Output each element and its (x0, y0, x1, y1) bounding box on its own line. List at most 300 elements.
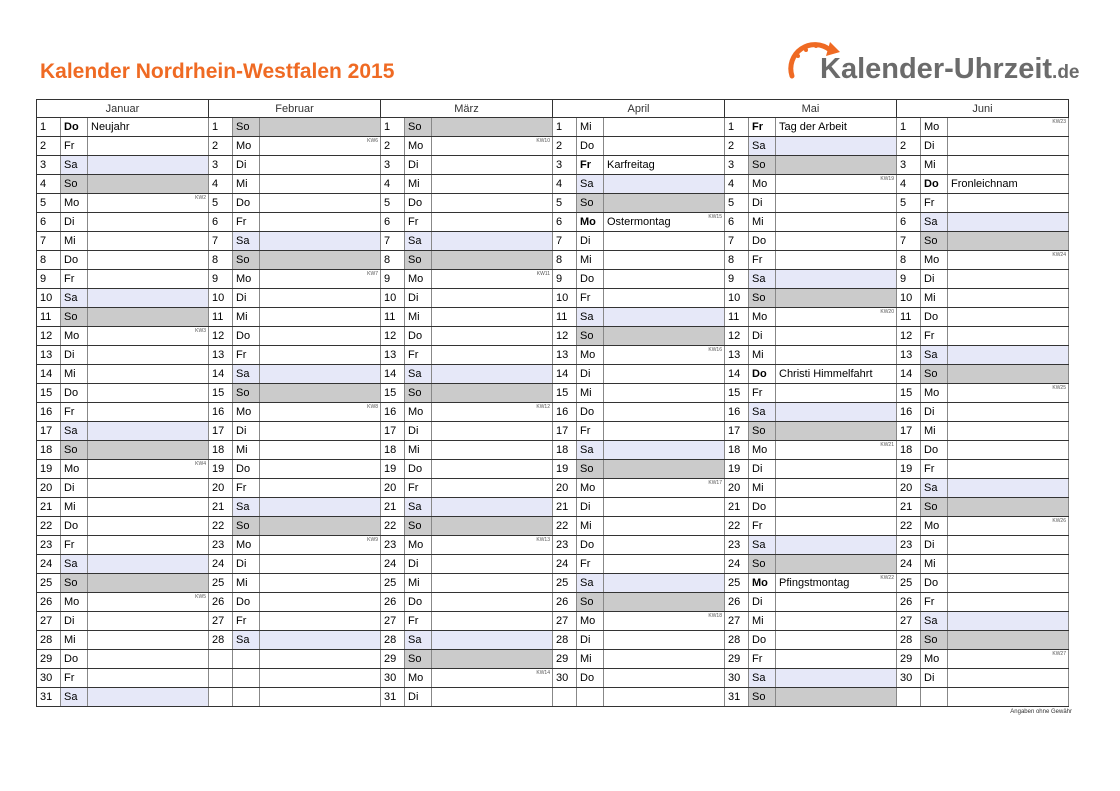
day-number: 19 (209, 460, 233, 479)
weekday: So (61, 574, 88, 593)
day-note (604, 137, 725, 156)
day-note (260, 441, 381, 460)
empty-cell (260, 650, 381, 669)
day-number: 11 (897, 308, 921, 327)
weekday: Fr (749, 517, 776, 536)
weekday: So (749, 422, 776, 441)
day-number: 25 (381, 574, 405, 593)
day-note (604, 270, 725, 289)
weekday: Mo (405, 137, 432, 156)
day-note (776, 270, 897, 289)
day-note (260, 384, 381, 403)
day-note (432, 688, 553, 707)
day-note (432, 213, 553, 232)
day-note (776, 327, 897, 346)
day-note (260, 460, 381, 479)
day-number: 26 (381, 593, 405, 612)
day-note (776, 498, 897, 517)
weekday: Sa (61, 289, 88, 308)
day-note (776, 156, 897, 175)
weekday: Do (577, 270, 604, 289)
day-note (604, 213, 725, 232)
site-logo[interactable] (786, 36, 1080, 92)
table-row (37, 251, 1069, 270)
day-note (432, 156, 553, 175)
day-number: 13 (381, 346, 405, 365)
day-note (604, 479, 725, 498)
weekday: Di (233, 156, 260, 175)
weekday: Mo (577, 479, 604, 498)
month-header-3: April (553, 100, 725, 118)
page-title: Kalender Nordrhein-Westfalen 2015 (40, 60, 395, 83)
weekday: Fr (233, 612, 260, 631)
day-note (432, 555, 553, 574)
day-note (948, 137, 1069, 156)
day-number: 10 (209, 289, 233, 308)
day-number: 3 (209, 156, 233, 175)
day-note (88, 213, 209, 232)
day-note (948, 574, 1069, 593)
day-note (260, 555, 381, 574)
day-number: 15 (553, 384, 577, 403)
day-number: 2 (725, 137, 749, 156)
table-row (37, 365, 1069, 384)
empty-cell (209, 669, 233, 688)
weekday: Mi (233, 308, 260, 327)
day-note (432, 327, 553, 346)
day-number: 19 (381, 460, 405, 479)
weekday: Di (577, 232, 604, 251)
day-note (776, 365, 897, 384)
day-note (604, 289, 725, 308)
weekday: Mi (749, 612, 776, 631)
week-number: KW20 (880, 309, 894, 315)
weekday: So (577, 460, 604, 479)
day-note (88, 479, 209, 498)
day-number: 20 (209, 479, 233, 498)
day-number: 22 (553, 517, 577, 536)
day-note (604, 631, 725, 650)
day-note (432, 137, 553, 156)
table-row (37, 593, 1069, 612)
day-number: 23 (725, 536, 749, 555)
weekday: Fr (921, 593, 948, 612)
day-number: 4 (209, 175, 233, 194)
table-row (37, 479, 1069, 498)
day-number: 14 (381, 365, 405, 384)
weekday: Mo (921, 251, 948, 270)
day-number: 30 (381, 669, 405, 688)
day-number: 23 (381, 536, 405, 555)
day-note (432, 194, 553, 213)
day-note (948, 232, 1069, 251)
day-note (88, 156, 209, 175)
day-note (604, 422, 725, 441)
day-number: 7 (725, 232, 749, 251)
day-number: 9 (553, 270, 577, 289)
weekday: Mi (233, 175, 260, 194)
day-number: 17 (37, 422, 61, 441)
day-number: 5 (725, 194, 749, 213)
weekday: Fr (921, 194, 948, 213)
day-number: 15 (209, 384, 233, 403)
weekday: So (405, 251, 432, 270)
empty-cell (948, 688, 1069, 707)
day-note (88, 422, 209, 441)
day-note (604, 232, 725, 251)
day-note (948, 251, 1069, 270)
day-note (776, 308, 897, 327)
weekday: Do (921, 441, 948, 460)
weekday: Di (921, 270, 948, 289)
weekday: Mo (577, 612, 604, 631)
week-number: KW9 (367, 537, 378, 543)
day-note (88, 688, 209, 707)
day-number: 1 (37, 118, 61, 137)
weekday: Mi (749, 213, 776, 232)
day-number: 2 (37, 137, 61, 156)
weekday: Sa (577, 175, 604, 194)
day-note (432, 270, 553, 289)
weekday: Fr (749, 118, 776, 137)
day-number: 4 (37, 175, 61, 194)
day-note (432, 308, 553, 327)
empty-cell (577, 688, 604, 707)
day-number: 15 (725, 384, 749, 403)
weekday: Mo (405, 536, 432, 555)
day-number: 10 (37, 289, 61, 308)
day-note (776, 536, 897, 555)
empty-cell (209, 688, 233, 707)
day-note (604, 403, 725, 422)
day-note (260, 365, 381, 384)
weekday: Do (61, 118, 88, 137)
month-header-0: Januar (37, 100, 209, 118)
weekday: Do (577, 137, 604, 156)
day-number: 21 (897, 498, 921, 517)
day-note (88, 327, 209, 346)
day-note (260, 213, 381, 232)
weekday: So (921, 498, 948, 517)
weekday: So (749, 289, 776, 308)
day-note (88, 403, 209, 422)
weekday: Do (749, 631, 776, 650)
day-note (88, 669, 209, 688)
day-number: 16 (897, 403, 921, 422)
weekday: Mo (405, 270, 432, 289)
weekday: So (405, 517, 432, 536)
table-row (37, 650, 1069, 669)
day-number: 20 (381, 479, 405, 498)
day-number: 5 (381, 194, 405, 213)
week-number: KW18 (708, 613, 722, 619)
weekday: Di (233, 289, 260, 308)
weekday: So (61, 441, 88, 460)
day-note (260, 422, 381, 441)
day-note (776, 555, 897, 574)
weekday: So (233, 384, 260, 403)
table-row (37, 156, 1069, 175)
day-note (948, 308, 1069, 327)
week-number: KW25 (1052, 385, 1066, 391)
week-number: KW6 (367, 138, 378, 144)
day-note (776, 479, 897, 498)
weekday: Mo (405, 403, 432, 422)
day-number: 18 (725, 441, 749, 460)
week-number: KW4 (195, 461, 206, 467)
weekday: Fr (61, 403, 88, 422)
week-number: KW8 (367, 404, 378, 410)
weekday: Sa (405, 232, 432, 251)
weekday: Mo (749, 308, 776, 327)
weekday: Fr (233, 479, 260, 498)
weekday: Sa (61, 156, 88, 175)
day-number: 23 (553, 536, 577, 555)
week-number: KW24 (1052, 252, 1066, 258)
day-number: 24 (37, 555, 61, 574)
weekday: Di (405, 688, 432, 707)
week-number: KW27 (1052, 651, 1066, 657)
table-row (37, 669, 1069, 688)
weekday: Sa (921, 213, 948, 232)
day-note (948, 346, 1069, 365)
week-number: KW21 (880, 442, 894, 448)
day-number: 28 (37, 631, 61, 650)
day-note (604, 517, 725, 536)
table-row (37, 327, 1069, 346)
day-note (88, 650, 209, 669)
weekday: Di (749, 194, 776, 213)
week-number: KW26 (1052, 518, 1066, 524)
day-number: 29 (553, 650, 577, 669)
day-number: 5 (37, 194, 61, 213)
month-header-2: März (381, 100, 553, 118)
day-note (260, 308, 381, 327)
day-number: 3 (37, 156, 61, 175)
day-number: 25 (37, 574, 61, 593)
day-note (260, 498, 381, 517)
day-note (948, 194, 1069, 213)
weekday: Mo (61, 194, 88, 213)
day-number: 18 (381, 441, 405, 460)
day-note (260, 289, 381, 308)
table-row (37, 213, 1069, 232)
day-note (948, 213, 1069, 232)
day-number: 3 (553, 156, 577, 175)
day-note (88, 308, 209, 327)
weekday: Do (577, 403, 604, 422)
weekday: Fr (405, 479, 432, 498)
day-note (260, 536, 381, 555)
day-note (604, 593, 725, 612)
logo-tld: .de (1052, 62, 1080, 83)
weekday: Di (921, 669, 948, 688)
weekday: Fr (749, 384, 776, 403)
day-number: 7 (209, 232, 233, 251)
day-number: 26 (897, 593, 921, 612)
day-number: 27 (209, 612, 233, 631)
day-number: 3 (897, 156, 921, 175)
table-row (37, 517, 1069, 536)
weekday: So (233, 118, 260, 137)
day-note (776, 650, 897, 669)
day-number: 20 (725, 479, 749, 498)
day-note (260, 479, 381, 498)
day-note (88, 365, 209, 384)
day-note (776, 384, 897, 403)
day-note (260, 593, 381, 612)
day-number: 24 (897, 555, 921, 574)
table-row (37, 422, 1069, 441)
day-number: 22 (897, 517, 921, 536)
holiday-name: Ostermontag (607, 216, 671, 228)
day-number: 23 (897, 536, 921, 555)
day-number: 22 (209, 517, 233, 536)
day-number: 19 (553, 460, 577, 479)
day-note (776, 669, 897, 688)
weekday: Mo (233, 403, 260, 422)
weekday: So (61, 175, 88, 194)
weekday: So (405, 384, 432, 403)
day-number: 5 (209, 194, 233, 213)
weekday: Fr (577, 555, 604, 574)
weekday: Mo (233, 270, 260, 289)
day-note (948, 669, 1069, 688)
table-row (37, 308, 1069, 327)
week-number: KW15 (708, 214, 722, 220)
day-number: 17 (897, 422, 921, 441)
day-note (604, 441, 725, 460)
holiday-name: Pfingstmontag (779, 577, 850, 589)
weekday: Mo (405, 669, 432, 688)
day-note (604, 251, 725, 270)
day-number: 29 (381, 650, 405, 669)
table-row (37, 403, 1069, 422)
weekday: Mi (577, 384, 604, 403)
weekday: So (921, 631, 948, 650)
day-number: 8 (725, 251, 749, 270)
day-number: 28 (553, 631, 577, 650)
day-number: 17 (381, 422, 405, 441)
day-note (948, 498, 1069, 517)
day-number: 20 (37, 479, 61, 498)
day-note (776, 517, 897, 536)
day-note (948, 441, 1069, 460)
day-number: 26 (725, 593, 749, 612)
day-note (260, 175, 381, 194)
day-note (948, 365, 1069, 384)
day-number: 11 (553, 308, 577, 327)
day-note (432, 175, 553, 194)
day-note (604, 536, 725, 555)
day-number: 27 (37, 612, 61, 631)
day-number: 18 (897, 441, 921, 460)
weekday: Sa (61, 688, 88, 707)
day-note (432, 669, 553, 688)
weekday: Fr (749, 650, 776, 669)
day-number: 13 (897, 346, 921, 365)
weekday: Sa (233, 232, 260, 251)
weekday: Mi (749, 346, 776, 365)
day-note (776, 441, 897, 460)
weekday: Di (577, 365, 604, 384)
week-number: KW16 (708, 347, 722, 353)
day-number: 2 (209, 137, 233, 156)
weekday: Mo (577, 346, 604, 365)
weekday: Di (921, 137, 948, 156)
table-row (37, 688, 1069, 707)
day-note (948, 422, 1069, 441)
weekday: Sa (749, 536, 776, 555)
week-number: KW3 (195, 328, 206, 334)
day-note (604, 460, 725, 479)
day-number: 4 (725, 175, 749, 194)
day-note (776, 688, 897, 707)
day-note (776, 460, 897, 479)
table-row (37, 232, 1069, 251)
weekday: Mi (921, 156, 948, 175)
weekday: So (233, 517, 260, 536)
day-note (432, 365, 553, 384)
day-number: 6 (381, 213, 405, 232)
weekday: Sa (749, 669, 776, 688)
day-number: 7 (37, 232, 61, 251)
day-number: 8 (381, 251, 405, 270)
weekday: Mo (749, 441, 776, 460)
day-note (604, 612, 725, 631)
day-note (88, 517, 209, 536)
day-note (776, 574, 897, 593)
day-number: 28 (381, 631, 405, 650)
day-number: 16 (381, 403, 405, 422)
weekday: Sa (233, 365, 260, 384)
weekday: Fr (233, 346, 260, 365)
day-number: 7 (897, 232, 921, 251)
weekday: Mi (577, 517, 604, 536)
day-number: 29 (897, 650, 921, 669)
day-number: 7 (553, 232, 577, 251)
weekday: Do (749, 498, 776, 517)
day-note (432, 536, 553, 555)
day-note (432, 631, 553, 650)
weekday: Mi (61, 232, 88, 251)
holiday-name: Karfreitag (607, 159, 655, 171)
day-number: 22 (37, 517, 61, 536)
day-number: 17 (553, 422, 577, 441)
day-number: 10 (381, 289, 405, 308)
weekday: Do (921, 574, 948, 593)
day-number: 19 (897, 460, 921, 479)
weekday: Fr (233, 213, 260, 232)
day-number: 22 (725, 517, 749, 536)
day-note (432, 403, 553, 422)
empty-cell (604, 688, 725, 707)
empty-cell (553, 688, 577, 707)
day-number: 21 (725, 498, 749, 517)
day-note (432, 346, 553, 365)
day-number: 10 (725, 289, 749, 308)
weekday: Do (577, 669, 604, 688)
day-number: 30 (725, 669, 749, 688)
day-number: 2 (897, 137, 921, 156)
month-header-4: Mai (725, 100, 897, 118)
day-number: 27 (725, 612, 749, 631)
day-note (776, 118, 897, 137)
day-number: 23 (37, 536, 61, 555)
table-row (37, 574, 1069, 593)
weekday: Do (233, 327, 260, 346)
day-note (432, 498, 553, 517)
